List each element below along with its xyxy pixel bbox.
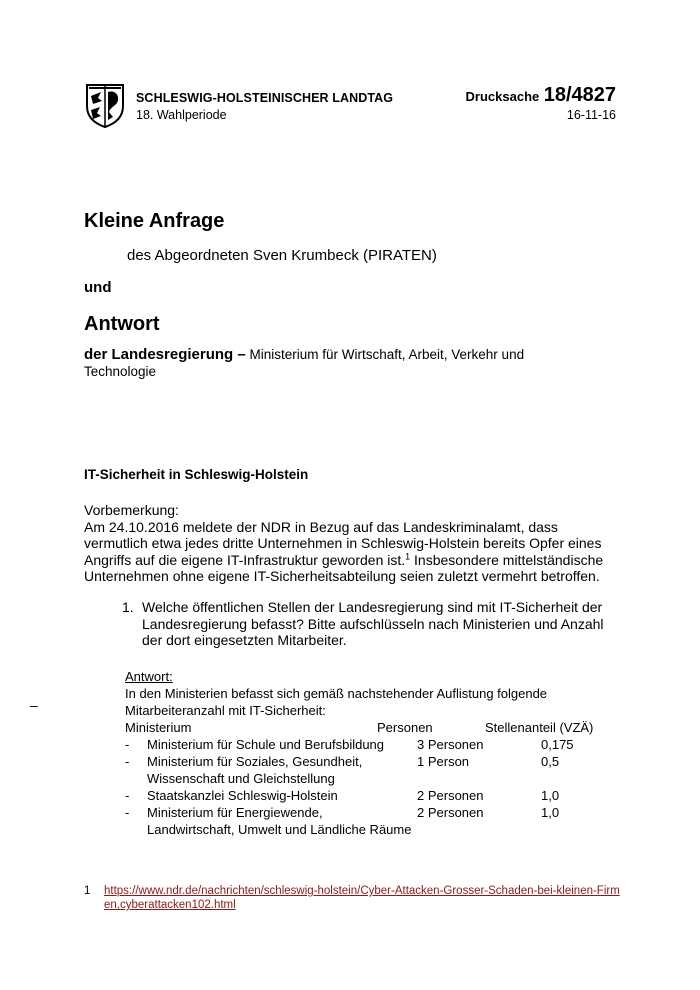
table-row: - Ministerium für Soziales, Gesundheit, 1 Person 0,5 [125,754,560,769]
column-header-ministerium: Ministerium [125,720,192,735]
questioner-line: des Abgeordneten Sven Krumbeck (PIRATEN) [127,247,437,264]
ministry-cell: Staatskanzlei Schleswig-Holstein [147,788,338,803]
answer-label: Antwort: [125,669,173,684]
answer-intro-line1: In den Ministerien befasst sich gemäß nachstehender Auflistung folgende [125,686,548,701]
table-row: - Staatskanzlei Schleswig-Holstein 2 Personen 1,0 [125,788,560,803]
parliament-name: SCHLESWIG-HOLSTEINISCHER LANDTAG [136,91,394,105]
ministry-cell: Ministerium für Soziales, Gesundheit, [147,754,363,769]
coat-of-arms-logo [84,82,126,128]
column-header-personen: Personen [377,720,433,735]
answer-intro-line2: Mitarbeiteranzahl mit IT-Sicherheit: [125,703,326,718]
share-cell: 0,5 [541,754,560,769]
footnote-link[interactable]: https://www.ndr.de/nachrichten/schleswig-holstein/Cyber-Attacken-Grosser-Schaden-bei-kleinen-Firmen,cyberattacken102.html [104,885,620,911]
share-cell: 1,0 [541,788,560,803]
ministry-cell: Ministerium für Energiewende, [147,805,323,820]
question-text: Welche öffentlichen Stellen der Landesregierung sind mit IT-Sicherheit der Landesregierung befasst? Bitte aufschlüsseln nach Ministerien und Anzahl der dort eingesetzten Mitarbeiter. [142,599,604,649]
document-date: 16-11-16 [566,108,616,122]
preliminary-remark [84,502,620,585]
margin-mark: – [30,697,38,713]
question-1 [84,599,620,649]
table-row-continuation [125,770,625,787]
subject-heading: IT-Sicherheit in Schleswig-Holstein [84,467,309,482]
heading-kleine-anfrage: Kleine Anfrage [84,210,225,232]
persons-cell: 3 Personen [417,737,484,752]
share-cell: 0,175 [541,737,574,752]
persons-cell: 2 Personen [417,805,484,820]
footnote-reference[interactable]: 1 [405,551,411,562]
table-row: - Ministerium für Schule und Berufsbildung 3 Personen 0,175 [125,737,574,752]
share-cell: 1,0 [541,805,560,820]
responding-authority [84,346,574,380]
table-header [125,719,625,736]
footnote-number: 1 [84,885,91,897]
answer-block [125,668,625,838]
ministry-cell-line2: Landwirtschaft, Umwelt und Ländliche Räume [147,822,412,837]
column-header-stellenanteil: Stellenanteil (VZÄ) [485,720,594,735]
preliminary-remark-text [84,519,620,585]
ministry-name: Ministerium für Wirtschaft, Arbeit, Verkehr und Technologie [84,347,525,379]
table-row-continuation [125,821,625,838]
persons-cell: 2 Personen [417,788,484,803]
table-row: - Ministerium für Energiewende, 2 Personen 1,0 [125,805,560,820]
drucksache-number: 18/4827 [543,84,616,106]
remark-text-part2: Insbesondere mittelständische Unternehmen ohne eigene IT-Sicherheitsabteilung seien zuletzt vermehrt betroffen. [84,551,604,585]
landesregierung-label: der Landesregierung – [84,346,246,363]
ministry-cell: Ministerium für Schule und Berufsbildung [147,737,385,752]
question-number: 1. [122,599,134,615]
legislative-period: 18. Wahlperiode [136,108,227,122]
heading-antwort: Antwort [84,313,160,335]
remark-text-part1: Am 24.10.2016 meldete der NDR in Bezug auf das Landeskriminalamt, dass vermutlich etwa jedes dritte Unternehmen in Schleswig-Holstein bereits Opfer eines Angriffs auf die eigene IT-Infrastruktur geworden ist. [84,518,602,568]
persons-cell: 1 Person [417,754,470,769]
preliminary-remark-label: Vorbemerkung: [84,502,179,518]
drucksache [466,84,616,107]
drucksache-label: Drucksache [465,89,540,104]
und-connector: und [84,279,112,296]
ministry-cell-line2: Wissenschaft und Gleichstellung [147,771,335,786]
